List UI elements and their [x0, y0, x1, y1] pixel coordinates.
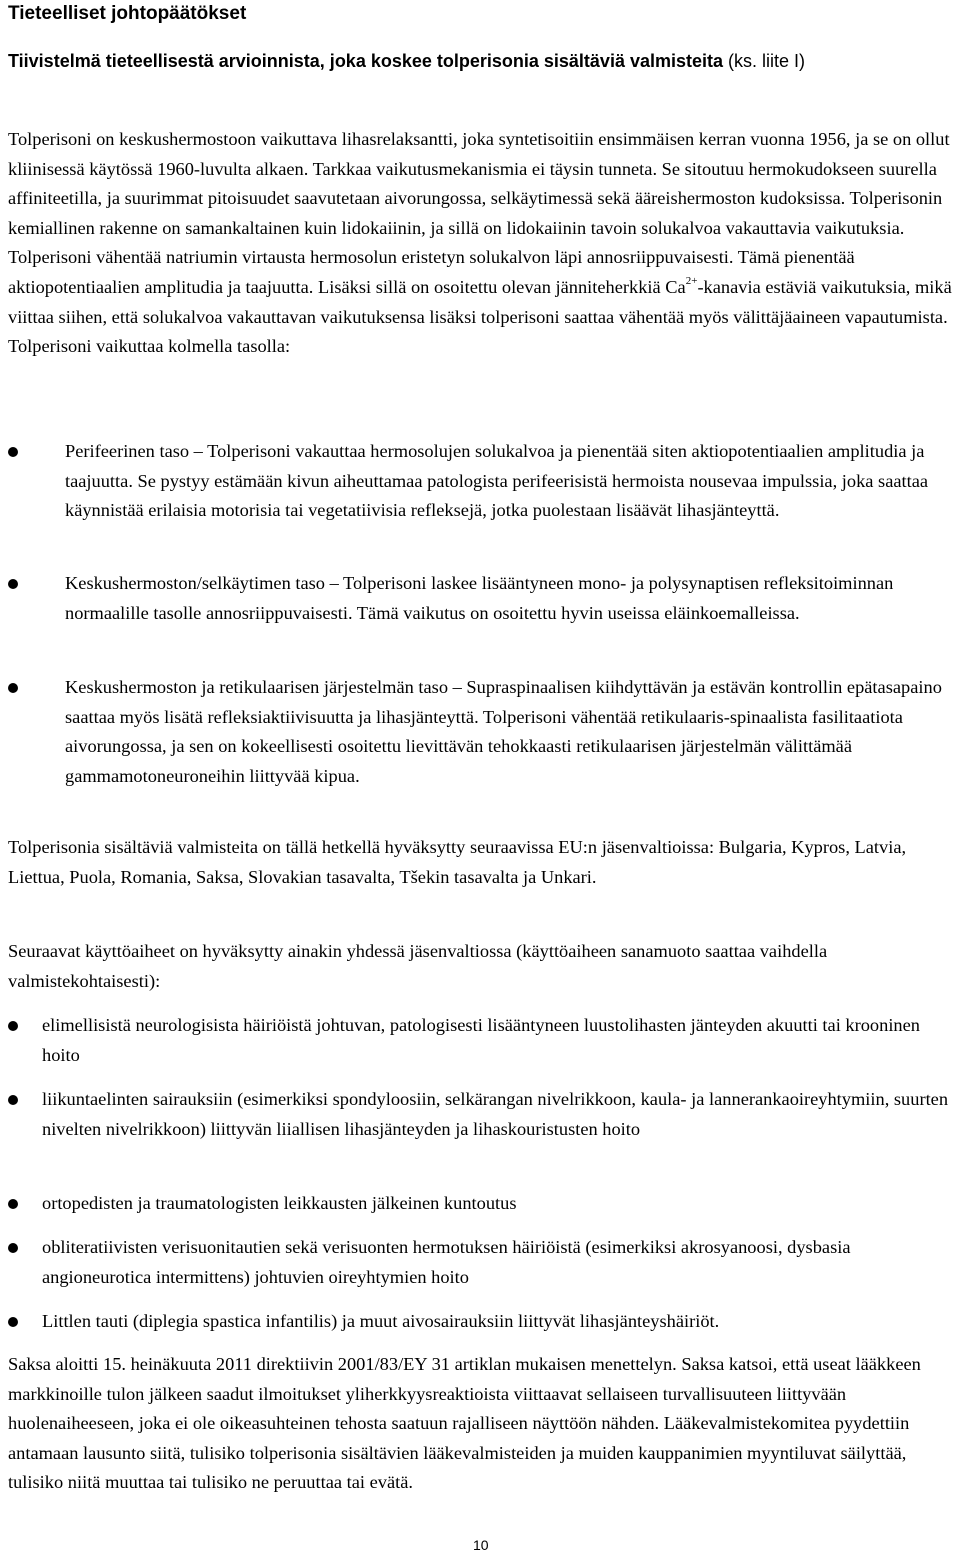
- bullet-icon: [8, 1243, 18, 1253]
- indication-item: [8, 1189, 958, 1219]
- section-subheading: [8, 49, 805, 73]
- closing-paragraph: Saksa aloitti 15. heinäkuuta 2011 direktiivin 2001/83/EY 31 artiklan mukaisen menettelyn. Saksa katsoi, että useat lääkkeen markkinoille tulon jälkeen saadut ilmoitukset yliherkkyysreaktioista viittaavat sellaiseen turvallisuuteen liittyvään huolenaiheeseen, joka ei ole oikeasuhteinen tehosta saatuun rajalliseen näyttöön nähden. Lääkevalmistekomitea pyydettiin antamaan lausunto siitä, tulisiko tolperisonia sisältävien lääkevalmisteiden ja muiden kauppanimien myyntiluvat säilyttää, tulisiko niitä muuttaa tai tulisiko ne peruuttaa tai evätä.: [8, 1354, 921, 1493]
- indication-item: [8, 1233, 958, 1292]
- approved-states-paragraph: Tolperisonia sisältäviä valmisteita on tällä hetkellä hyväksytty seuraavissa EU:n jäsenvaltioissa: Bulgaria, Kypros, Latvia, Liettua, Puola, Romania, Saksa, Slovakian tasavalta, Tšekin tasavalta ja Unkari.: [8, 837, 907, 887]
- indication-item-text: ortopedisten ja traumatologisten leikkausten jälkeinen kuntoutus: [42, 1193, 517, 1213]
- indication-item: [8, 1011, 958, 1070]
- intro-text-part2: -kanavia estäviä vaikutuksia, mikä viittaa siihen, että solukalvoa vakauttavan vaikutuksensa lisäksi tolperisoni saattaa vähentää myös välittäjäaineen vapautumista. Tolperisoni vaikuttaa kolmella tasolla:: [8, 276, 952, 357]
- intro-paragraph: [8, 125, 956, 362]
- subheading-bold: Tiivistelmä tieteellisestä arvioinnista, joka koskee tolperisonia sisältäviä valmisteita: [8, 51, 724, 71]
- subheading-reference: (ks. liite I): [723, 51, 806, 71]
- level-item-text: Keskushermoston ja retikulaarisen järjestelmän taso – Supraspinaalisen kiihdyttävän ja estävän kontrollin epätasapaino saattaa myös lisätä refleksiaktiivisuutta ja lihasjänteyttä. Tolperisoni vähentää retikulaaris-spinaalista fasilitaatiota aivorungossa, ja sen on kokeellisesti osoitettu lievittävän tehokkaasti retikulaarisen järjestelmän välittämää gammamotoneuroneihin liittyvää kipua.: [65, 677, 942, 786]
- indication-item-text: Littlen tauti (diplegia spastica infantilis) ja muut aivosairauksiin liittyvät lihasjänteyshäiriöt.: [42, 1311, 720, 1331]
- level-item: [8, 569, 958, 628]
- indication-item: [8, 1085, 958, 1144]
- section-heading: Tieteelliset johtopäätökset: [8, 3, 247, 24]
- bullet-icon: [8, 683, 18, 693]
- bullet-icon: [8, 579, 18, 589]
- level-item: [8, 673, 958, 791]
- page-number: 10: [473, 1537, 489, 1553]
- level-item-text: Perifeerinen taso – Tolperisoni vakauttaa hermosolujen solukalvoa ja pienentää siten aktiopotentiaalien amplitudia ja taajuutta. Se pystyy estämään kivun aiheuttamaa patologista perifeerisistä hermoista nousevaa impulssia, joka saattaa käynnistää erilaisia motorisia tai vegetatiivisia refleksejä, jotka puolestaan lisäävät lihasjänteyttä.: [65, 441, 929, 521]
- indication-item-text: liikuntaelinten sairauksiin (esimerkiksi spondyloosiin, selkärangan nivelrikkoon, kaula- ja lannerankaoireyhtymiin, suurten nivelten nivelrikkoon) liittyvän liiallisen lihasjänteyden ja lihaskouristusten hoito: [42, 1089, 949, 1139]
- indication-item-text: elimellisistä neurologisista häiriöistä johtuvan, patologisesti lisääntyneen luustolihasten jänteyden akuutti tai krooninen hoito: [42, 1015, 920, 1065]
- indication-item: [8, 1307, 958, 1337]
- indication-item-text: obliteratiivisten verisuonitautien sekä verisuonten hermotuksen häiriöistä (esimerkiksi akrosyanoosi, dysbasia angioneurotica intermittens) johtuvien oireyhtymien hoito: [42, 1237, 851, 1287]
- intro-text-part1: Tolperisoni on keskushermostoon vaikuttava lihasrelaksantti, joka syntetisoitiin ensimmäisen kerran vuonna 1956, ja se on ollut kliinisessä käytössä 1960-luvulta alkaen. Tarkkaa vaikutusmekanismia ei täysin tunneta. Se sitoutuu hermokudokseen suurella affiniteetilla, ja suurimmat pitoisuudet saavutetaan aivorungossa, selkäytimessä sekä ääreishermoston kudoksissa. Tolperisonin kemiallinen rakenne on samankaltainen kuin lidokaiinin, ja sillä on lidokaiinin tavoin solukalvoa vakauttavia vaikutuksia. Tolperisoni vähentää natriumin virtausta hermosolun eristetyn solukalvon läpi annosriippuvaisesti. Tämä pienentää aktiopotentiaalien amplitudia ja taajuutta. Lisäksi sillä on osoitettu olevan jänniteherkkiä Ca: [8, 129, 950, 297]
- indications-intro-paragraph: Seuraavat käyttöaiheet on hyväksytty ainakin yhdessä jäsenvaltiossa (käyttöaiheen sanamuoto saattaa vaihdella valmistekohtaisesti):: [8, 941, 828, 991]
- bullet-icon: [8, 447, 18, 457]
- bullet-icon: [8, 1317, 18, 1327]
- calcium-superscript: 2+: [685, 274, 698, 287]
- bullet-icon: [8, 1021, 18, 1031]
- bullet-icon: [8, 1199, 18, 1209]
- bullet-icon: [8, 1095, 18, 1105]
- level-item: [8, 437, 958, 526]
- level-item-text: Keskushermoston/selkäytimen taso – Tolperisoni laskee lisääntyneen mono- ja polysynaptisen refleksitoiminnan normaalille tasolle annosriippuvaisesti. Tämä vaikutus on osoitettu hyvin useissa eläinkoemalleissa.: [65, 573, 894, 623]
